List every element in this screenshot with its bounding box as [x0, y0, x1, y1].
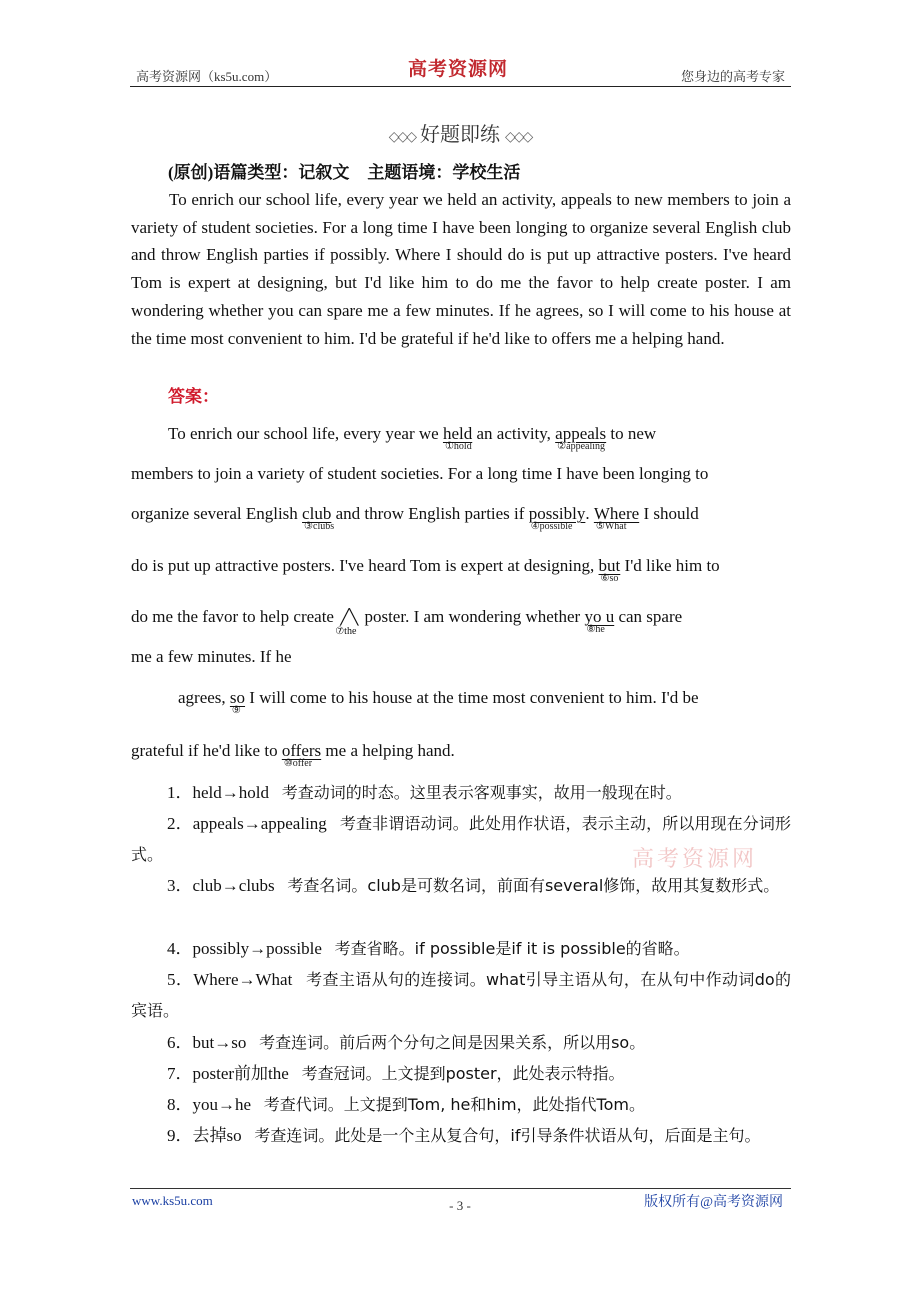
- answer-line-5: do me the favor to help create ╱╲ ⑦the poster. I am wondering whether yo u ⑧he can spare: [131, 607, 683, 637]
- correction-1: held ①hold: [442, 424, 473, 452]
- passage-source: (原创)语篇类型：记叙文: [168, 163, 350, 182]
- answer-line-1: To enrich our school life, every year we held ①hold an activity, appeals ②appealing to new: [168, 424, 657, 452]
- explanation-4: 4．possibly→possible 考查省略。if possible是if it is possible的省略。: [167, 939, 690, 958]
- explanation-8: 8．you→he 考查代词。上文提到Tom, he和him，此处指代Tom。: [167, 1095, 645, 1114]
- passage-text: To enrich our school life, every year we held an activity, appeals to new members to join a variety of student societies. For a long time I have been longing to organize several English club and throw English parties if possibly. Where I should do is put up attractive posters. I've heard Tom is expert at designing, but I'd like him to do me the favor to help create poster. I am wondering whether you can spare me a few minutes. If he agrees, so I will come to his house at the time most convenient to him. I'd be grateful if he'd like to offers me a helping hand.: [131, 190, 791, 348]
- page-footer: [130, 1188, 791, 1210]
- header-slogan: 您身边的高考专家: [680, 69, 785, 84]
- correction-10: offers ⑩offer: [281, 741, 322, 769]
- explanation-3: 3．club→clubs 考查名词。club是可数名词，前面有several修饰，故用其复数形式。: [167, 876, 780, 895]
- page-number: - 3 -: [449, 1198, 471, 1213]
- explanation-5: 5．Where→What 考查主语从句的连接词。what引导主语从句，在从句中作动词do的宾语。: [131, 970, 791, 1020]
- ornament-left-icon: ◇◇◇: [388, 130, 415, 145]
- answer-line-3: organize several English club ③clubs and throw English parties if possibly ④possible . Where ⑤What I should: [131, 504, 699, 532]
- explanation-6: 6．but→so 考查连词。前后两个分句之间是因果关系，所以用so。: [167, 1033, 646, 1052]
- footer-url-link[interactable]: www.ks5u.com: [132, 1193, 213, 1208]
- passage-meta: [168, 158, 520, 183]
- section-title-text: 好题即练: [420, 124, 500, 146]
- explanation-7: 7．poster前加the 考查冠词。上文提到poster，此处表示特指。: [167, 1064, 625, 1083]
- correction-4: possibly ④possible: [528, 504, 586, 532]
- correction-5: Where ⑤What: [593, 504, 640, 532]
- answer-line-2: members to join a variety of student societies. For a long time I have been longing to: [131, 464, 709, 483]
- explanation-2: 2．appeals→appealing 考查非谓语动词。此处用作状语，表示主动，所以用现在分词形式。: [131, 814, 792, 864]
- explanation-1: 1．held→hold 考查动词的时态。这里表示客观事实，故用一般现在时。: [167, 783, 682, 802]
- page-header: [130, 60, 791, 87]
- answer-line-6: me a few minutes. If he: [131, 647, 292, 666]
- footer-copyright: 版权所有@高考资源网: [644, 1195, 783, 1210]
- section-title: [0, 118, 920, 147]
- watermark: 高考资源网: [632, 847, 758, 872]
- answer-line-8: grateful if he'd like to offers ⑩offer me a helping hand.: [131, 741, 455, 769]
- correction-3: club ③clubs: [302, 504, 335, 532]
- passage-context: 主题语境：学校生活: [367, 163, 521, 182]
- correction-8: yo u ⑧he: [584, 607, 615, 635]
- header-logo: 高考资源网: [408, 59, 509, 80]
- correction-2: appeals ②appealing: [555, 424, 607, 452]
- correction-9: so ⑨: [229, 688, 246, 716]
- answer-label: 答案：: [168, 387, 219, 406]
- answer-line-7: agrees, so ⑨ I will come to his house at the time most convenient to him. I'd be: [178, 688, 699, 716]
- explanation-9: 9．去掉so 考查连词。此处是一个主从复合句，if引导条件状语从句，后面是主句。: [167, 1126, 761, 1145]
- ornament-right-icon: ◇◇◇: [505, 130, 532, 145]
- insertion-caret-icon: ╱╲ ⑦the: [335, 610, 359, 637]
- header-site-label: 高考资源网（ks5u.com）: [136, 69, 278, 84]
- correction-6: but ⑥so: [598, 556, 621, 584]
- answer-line-4: do is put up attractive posters. I've heard Tom is expert at designing, but ⑥so I'd like him to: [131, 556, 720, 584]
